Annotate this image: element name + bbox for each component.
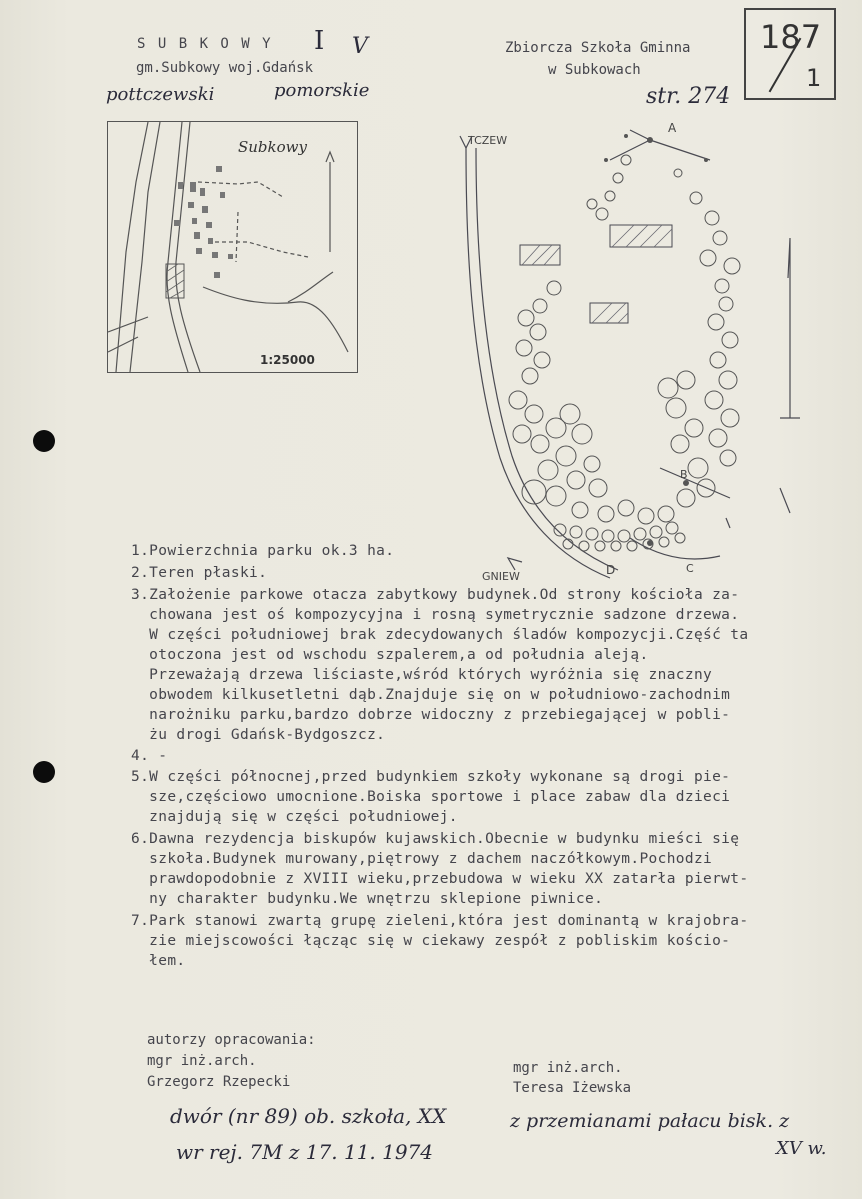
- plan-mark-b: B: [680, 468, 688, 481]
- handnote-line2-left: wr rej. 7M z 17. 11. 1974: [176, 1140, 434, 1164]
- handnote-line1-left: dwór (nr 89) ob. szkoła, XX: [170, 1104, 447, 1128]
- commune-line: gm.Subkowy woj.Gdańsk: [136, 60, 314, 76]
- plan-mark-c: C: [686, 562, 694, 575]
- stream: [203, 287, 348, 352]
- item-line: zie miejscowości łącząc się w ciekawy zespół z pobliskim kościo-: [131, 933, 731, 949]
- author-left-name: Grzegorz Rzepecki: [147, 1074, 291, 1090]
- road-west: [466, 148, 610, 578]
- card-subnumber: 1: [806, 64, 822, 92]
- page-reference: str. 274: [646, 84, 731, 109]
- scale-marker: [780, 238, 800, 418]
- map-scale: 1:25000: [260, 353, 315, 367]
- item-line: łem.: [131, 953, 186, 969]
- item-line: 3.Założenie parkowe otacza zabytkowy budynek.Od strony kościoła za-: [131, 587, 740, 603]
- park-hatch-area: [166, 264, 184, 298]
- roman-numeral: I: [314, 26, 325, 56]
- location-map-drawing: [108, 122, 357, 372]
- item-line: W części południowej brak zdecydowanych śladów kompozycji.Część ta: [131, 627, 749, 643]
- item-line: chowana jest oś kompozycyjna i rosną symetrycznie sadzone drzewa.: [131, 607, 740, 623]
- card-number-box: [744, 8, 836, 100]
- plan-south-label: GNIEW: [482, 570, 520, 583]
- school-name: Zbiorcza Szkoła Gminna: [505, 40, 691, 56]
- item-line: obwodem kilkusetletni dąb.Znajduje się on w południowo-zachodnim: [131, 687, 731, 703]
- item-line: narożniku parku,bardzo dobrze widoczny z przebiegającej w pobli-: [131, 707, 731, 723]
- punch-hole-top: [33, 430, 55, 452]
- plan-mark-d: D: [606, 563, 616, 577]
- item-line: 4. -: [131, 748, 168, 764]
- item-line: 2.Teren płaski.: [131, 565, 268, 581]
- author-right-title: mgr inż.arch.: [513, 1060, 623, 1076]
- handwritten-voivodeship: pomorskie: [274, 80, 370, 101]
- plan-mark-a: A: [668, 121, 677, 135]
- author-left-title: mgr inż.arch.: [147, 1053, 257, 1069]
- building-school: [610, 225, 672, 247]
- map-town-label: Subkowy: [238, 138, 307, 156]
- item-line: 5.W części północnej,przed budynkiem szkoły wykonane są drogi pie-: [131, 769, 731, 785]
- description-list: [131, 542, 831, 972]
- item-line: znajdują się w części południowej.: [131, 809, 458, 825]
- plan-north-label: TCZEW: [468, 134, 508, 147]
- tree-group: [509, 155, 740, 551]
- check-mark: V: [352, 34, 368, 59]
- item-line: otoczona jest od wschodu szpalerem,a od południa aleją.: [131, 647, 649, 663]
- item-line: szkoła.Budynek murowany,piętrowy z dachem naczółkowym.Pochodzi: [131, 851, 713, 867]
- punch-hole-bottom: [33, 761, 55, 783]
- item-line: żu drogi Gdańsk-Bydgoszcz.: [131, 727, 386, 743]
- item-line: 7.Park stanowi zwartą grupę zieleni,która jest dominantą w krajobra-: [131, 913, 749, 929]
- location-map: [107, 121, 358, 373]
- item-line: ny charakter budynku.We wnętrzu sklepione piwnice.: [131, 891, 604, 907]
- item-line: 6.Dawna rezydencja biskupów kujawskich.Obecnie w budynku mieści się: [131, 831, 740, 847]
- handnote-line2-right: XV w.: [776, 1138, 827, 1159]
- village-name: S U B K O W Y: [137, 36, 273, 52]
- building-west: [520, 245, 560, 265]
- item-line: sze,częściowo umocnione.Boiska sportowe i place zabaw dla dzieci: [131, 789, 731, 805]
- author-right-name: Teresa Iżewska: [513, 1080, 632, 1096]
- item-line: prawdopodobnie z XVIII wieku,przebudowa w wieku XX zatarła pierwt-: [131, 871, 749, 887]
- school-location: w Subkowach: [548, 62, 641, 78]
- handwritten-district: pottczewski: [106, 84, 215, 105]
- item-line: Przeważają drzewa liściaste,wśród których wyróżnia się znaczny: [131, 667, 713, 683]
- card-number: 187: [760, 18, 822, 56]
- handnote-line1-right: z przemianami pałacu bisk. z: [510, 1110, 790, 1132]
- site-plan: [430, 118, 850, 588]
- authors-heading: autorzy opracowania:: [147, 1032, 316, 1048]
- item-line: 1.Powierzchnia parku ok.3 ha.: [131, 543, 395, 559]
